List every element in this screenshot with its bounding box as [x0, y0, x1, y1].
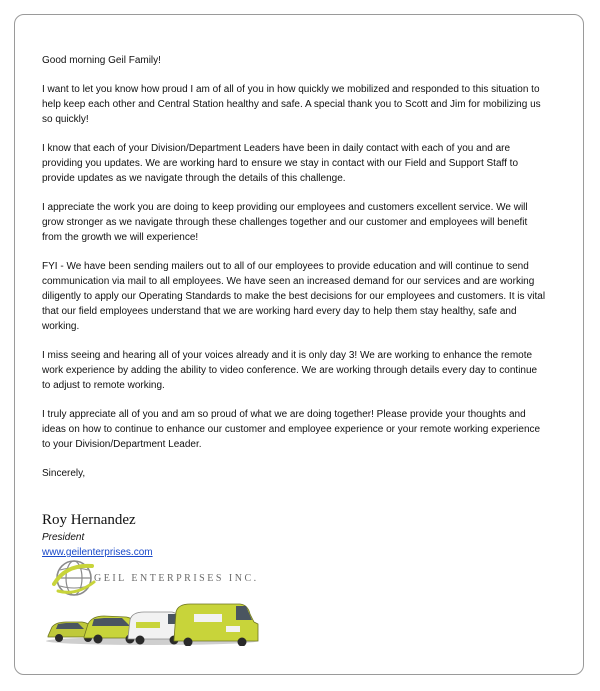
letter-greeting: Good morning Geil Family! [42, 55, 161, 66]
paragraph-1: I want to let you know how proud I am of all of you in how quickly we mobilized and responded to this situation to help keep each other and Central Station healthy and safe. A special thank you to Scott and Jim for mobilizing us so quickly! [42, 84, 541, 125]
company-logo [44, 556, 264, 648]
fleet-vehicles-image [44, 600, 260, 646]
letter-closing: Sincerely, [42, 468, 86, 479]
paragraph-5: I miss seeing and hearing all of your voices already and it is only day 3! We are working to enhance the remote work experience by adding the ability to video conference. We are working through details every day to continue to adjust to remote working. [42, 350, 538, 391]
paragraph-3: I appreciate the work you are doing to keep providing our employees and customers excellent service. We will grow stronger as we navigate through these challenges together and our customer and employees will benefit from the growth we will experience! [42, 202, 528, 243]
globe-icon [52, 558, 96, 598]
signature-title: President [42, 532, 85, 543]
paragraph-4: FYI - We have been sending mailers out to all of our employees to provide education and will continue to send communication via mail to all employees. We have seen an increased demand for our services and are working diligently to apply our Operating Standards to make the best decisions for our employees and customers. It is vital that our field employees understand that we are working hard every day to help them stay healthy, safe and working. [42, 261, 546, 332]
signature-block [42, 511, 552, 560]
website-link[interactable]: www.geilenterprises.com [42, 547, 153, 558]
paragraph-6: I truly appreciate all of you and am so proud of what we are doing together! Please provide your thoughts and ideas on how to continue to enhance our customer and employee experience or your remote working experience to your Division/Department Leader. [42, 409, 541, 450]
signature-name: Roy Hernandez [42, 512, 136, 528]
paragraph-2: I know that each of your Division/Department Leaders have been in daily contact with each of you and are providing you updates. We are working hard to ensure we stay in contact with our Field and Support Staff to provide updates as we navigate through the details of this challenge. [42, 143, 519, 184]
letter-body [42, 53, 552, 560]
logo-wordmark: GEIL ENTERPRISES INC. [94, 573, 259, 584]
